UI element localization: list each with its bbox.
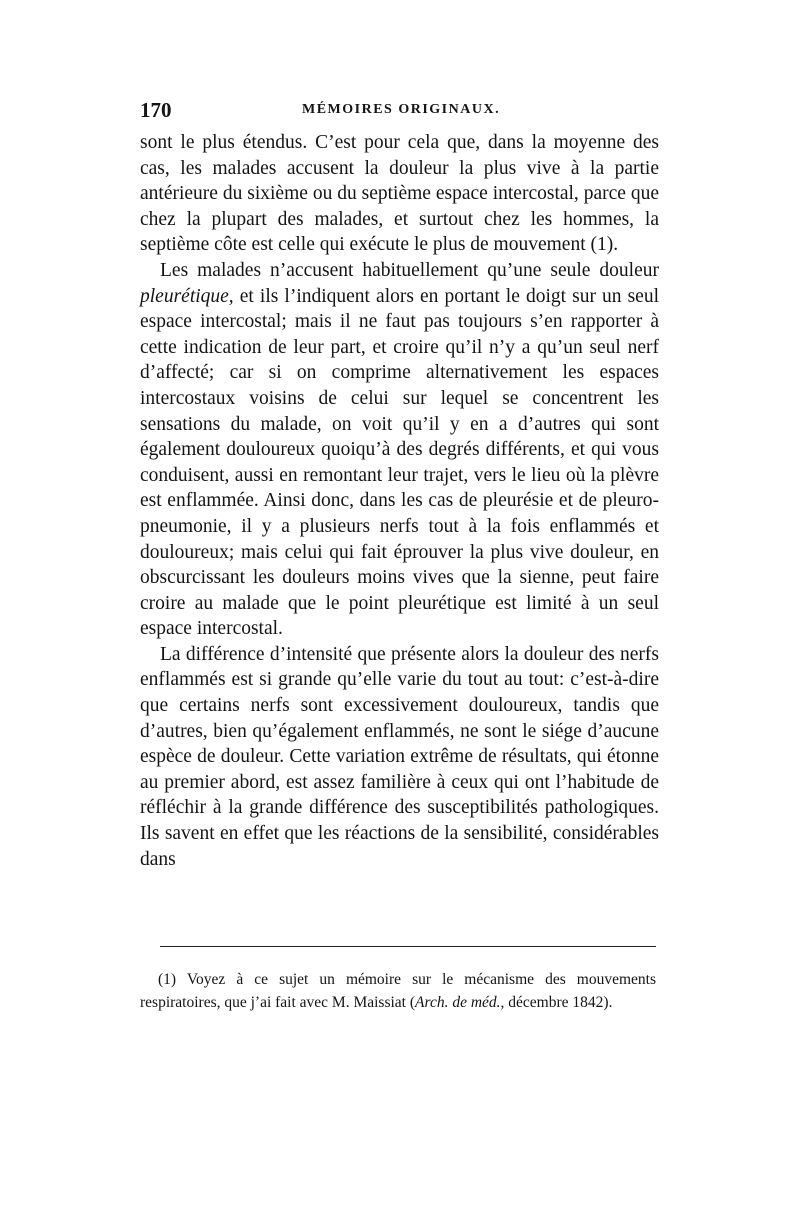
paragraph-1: sont le plus étendus. C’est pour cela que, dans la moyenne des cas, les malades accusent la douleur la plus vive à la partie antérieure du sixième ou du septième espace intercostal, parce que chez la plupart des malades, et surtout chez les hommes, la septième côte est celle qui exécute le plus de mouvement (1). <box>140 132 659 256</box>
paragraph-3: La différence d’intensité que présente alors la douleur des nerfs enflammés est si grande qu’elle varie du tout au tout: c’est-à-dire que certains nerfs sont excessivement douloureux, tandis que d’autres, bien qu’également enflammés, ne sont le siége d’aucune espèce de douleur. Cette variation extrême de résultats, qui étonne au premier abord, est assez familière à ceux qui ont l’habitude de réfléchir à la grande différence des susceptibilités pathologiques. Ils savent en effet que les réactions de la sensibilité, considérables dans <box>140 643 659 870</box>
footnote-paragraph <box>140 968 656 1014</box>
footnote <box>140 968 656 1014</box>
paragraph-2-italic: pleurétique, <box>140 285 234 307</box>
running-title: MÉMOIRES ORIGINAUX. <box>302 102 501 117</box>
body-text <box>140 130 659 872</box>
paragraph-2 <box>140 258 659 642</box>
footnote-rule <box>160 946 656 947</box>
page-number: 170 <box>140 98 172 122</box>
footnote-text-end: , décembre 1842). <box>500 994 613 1011</box>
paragraph-2-rest: et ils l’indiquent alors en portant le doigt sur un seul espace intercostal; mais il ne faut pas toujours s’en rapporter à cette indication de leur part, et croire qu’il n’y a qu’un seul nerf d’affecté; car si on comprime alternativement les espaces intercostaux voisins de celui sur lequel se concentrent les sensations du malade, on voit qu’il y en a d’autres qui sont également douloureux quoiqu’à des degrés différents, et qui vous conduisent, aussi en remontant leur trajet, vers le lieu où la plèvre est enflammée. Ainsi donc, dans les cas de pleurésie et de pleuro-pneumonie, il y a plusieurs nerfs tout à la fois enflammés et douloureux; mais celui qui fait éprouver la plus vive douleur, en obscurcissant les douleurs moins vives que la sienne, peut faire croire au malade que le point pleurétique est limité à un seul espace intercostal. <box>140 285 660 640</box>
paragraph-2-start: Les malades n’accusent habituellement qu’une seule douleur <box>160 259 659 281</box>
footnote-italic: Arch. de méd. <box>415 994 501 1011</box>
page-header <box>140 98 660 122</box>
footnote-text-start: (1) Voyez à ce sujet un mémoire sur le mécanisme des mouvements respiratoires, que j’ai fait avec M. Maissiat ( <box>140 971 656 1011</box>
